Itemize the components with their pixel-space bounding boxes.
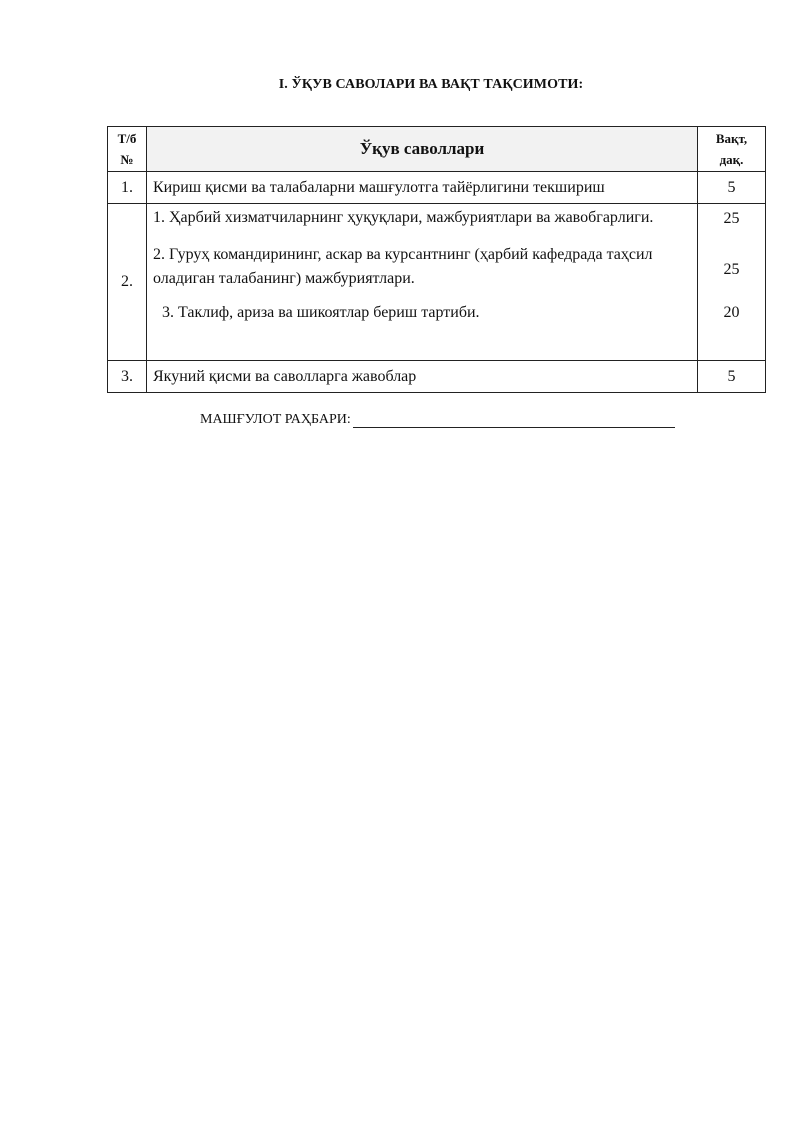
table-header-row — [108, 127, 766, 172]
subquestion-2: 2. Гуруҳ командирининг, аскар ва курсантнинг (ҳарбий кафедрада таҳсил оладиган талабанинг) мажбуриятлари. — [153, 246, 653, 287]
subquestion-1: 1. Ҳарбий хизматчиларнинг ҳуқуқлари, мажбуриятлари ва жавобгарлиги. — [153, 209, 654, 226]
subquestion-3-time: 20 — [723, 304, 740, 321]
row-question: Кириш қисми ва талабаларни машғулотга тайёрлигини текшириш — [147, 172, 698, 204]
row-times — [698, 204, 766, 361]
row-questions-list — [147, 204, 698, 361]
supervisor-signature — [200, 412, 675, 428]
row-time: 5 — [698, 172, 766, 204]
row-question: Якуний қисми ва саволларга жавоблар — [147, 361, 698, 393]
page-title: I. ЎҚУВ САВОЛАРИ ВА ВАҚТ ТАҚСИМОТИ: — [278, 77, 584, 92]
table-row — [108, 204, 766, 361]
header-time-line1: Вақт, — [715, 131, 748, 146]
row-number: 1. — [108, 172, 147, 204]
header-time — [698, 127, 766, 172]
subquestion-2-time: 25 — [723, 261, 740, 278]
header-number-line1: Т/б — [117, 131, 137, 146]
signature-line — [353, 412, 675, 428]
supervisor-label: МАШҒУЛОТ РАҲБАРИ: — [200, 412, 351, 427]
header-number — [108, 127, 147, 172]
row-number: 3. — [108, 361, 147, 393]
header-time-line2: дақ. — [719, 152, 744, 167]
header-number-line2: № — [120, 152, 134, 167]
schedule-table — [107, 126, 766, 393]
subquestion-3: 3. Таклиф, ариза ва шикоятлар бериш тартиби. — [162, 304, 480, 321]
row-number: 2. — [108, 204, 147, 361]
row-time: 5 — [698, 361, 766, 393]
subquestion-1-time: 25 — [723, 210, 740, 227]
table-row — [108, 361, 766, 393]
table-row — [108, 172, 766, 204]
header-questions: Ўқув саволлари — [147, 127, 698, 172]
